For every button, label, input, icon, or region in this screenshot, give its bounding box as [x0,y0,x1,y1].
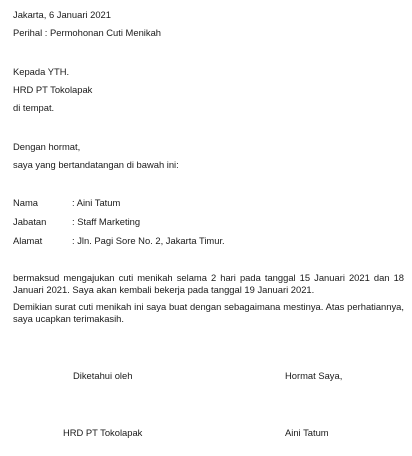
signature-left-name: HRD PT Tokolapak [63,427,143,438]
closing-paragraph: Demikian surat cuti menikah ini saya buat dengan sebagaimana mestinya. Atas perhatiannya, saya ucapkan terimakasih. [13,301,404,324]
detail-value: : Staff Marketing [72,216,141,227]
detail-label: Nama [13,197,39,208]
detail-label: Alamat [13,235,43,246]
body-paragraph: bermaksud mengajukan cuti menikah selama 2 hari pada tanggal 15 Januari 2021 dan 18 Januari 2021. Saya akan kembali bekerja pada tanggal 19 Januari 2021. [13,272,404,295]
recipient-line-2: HRD PT Tokolapak [13,84,93,95]
signature-right-name: Aini Tatum [285,427,329,438]
detail-row-name [13,197,120,209]
signature-right-label: Hormat Saya, [285,370,343,381]
recipient-line-1: Kepada YTH. [13,66,70,77]
recipient-line-3: di tempat. [13,102,55,113]
greeting: Dengan hormat, [13,141,81,152]
place-date: Jakarta, 6 Januari 2021 [13,9,111,20]
intro-text: saya yang bertandatangan di bawah ini: [13,159,179,170]
detail-value: : Aini Tatum [72,197,121,208]
detail-label: Jabatan [13,216,47,227]
detail-row-position [13,216,140,228]
signature-left-label: Diketahui oleh [73,370,133,381]
detail-row-address [13,235,225,247]
subject-line: Perihal : Permohonan Cuti Menikah [13,27,161,38]
detail-value: : Jln. Pagi Sore No. 2, Jakarta Timur. [72,235,225,246]
